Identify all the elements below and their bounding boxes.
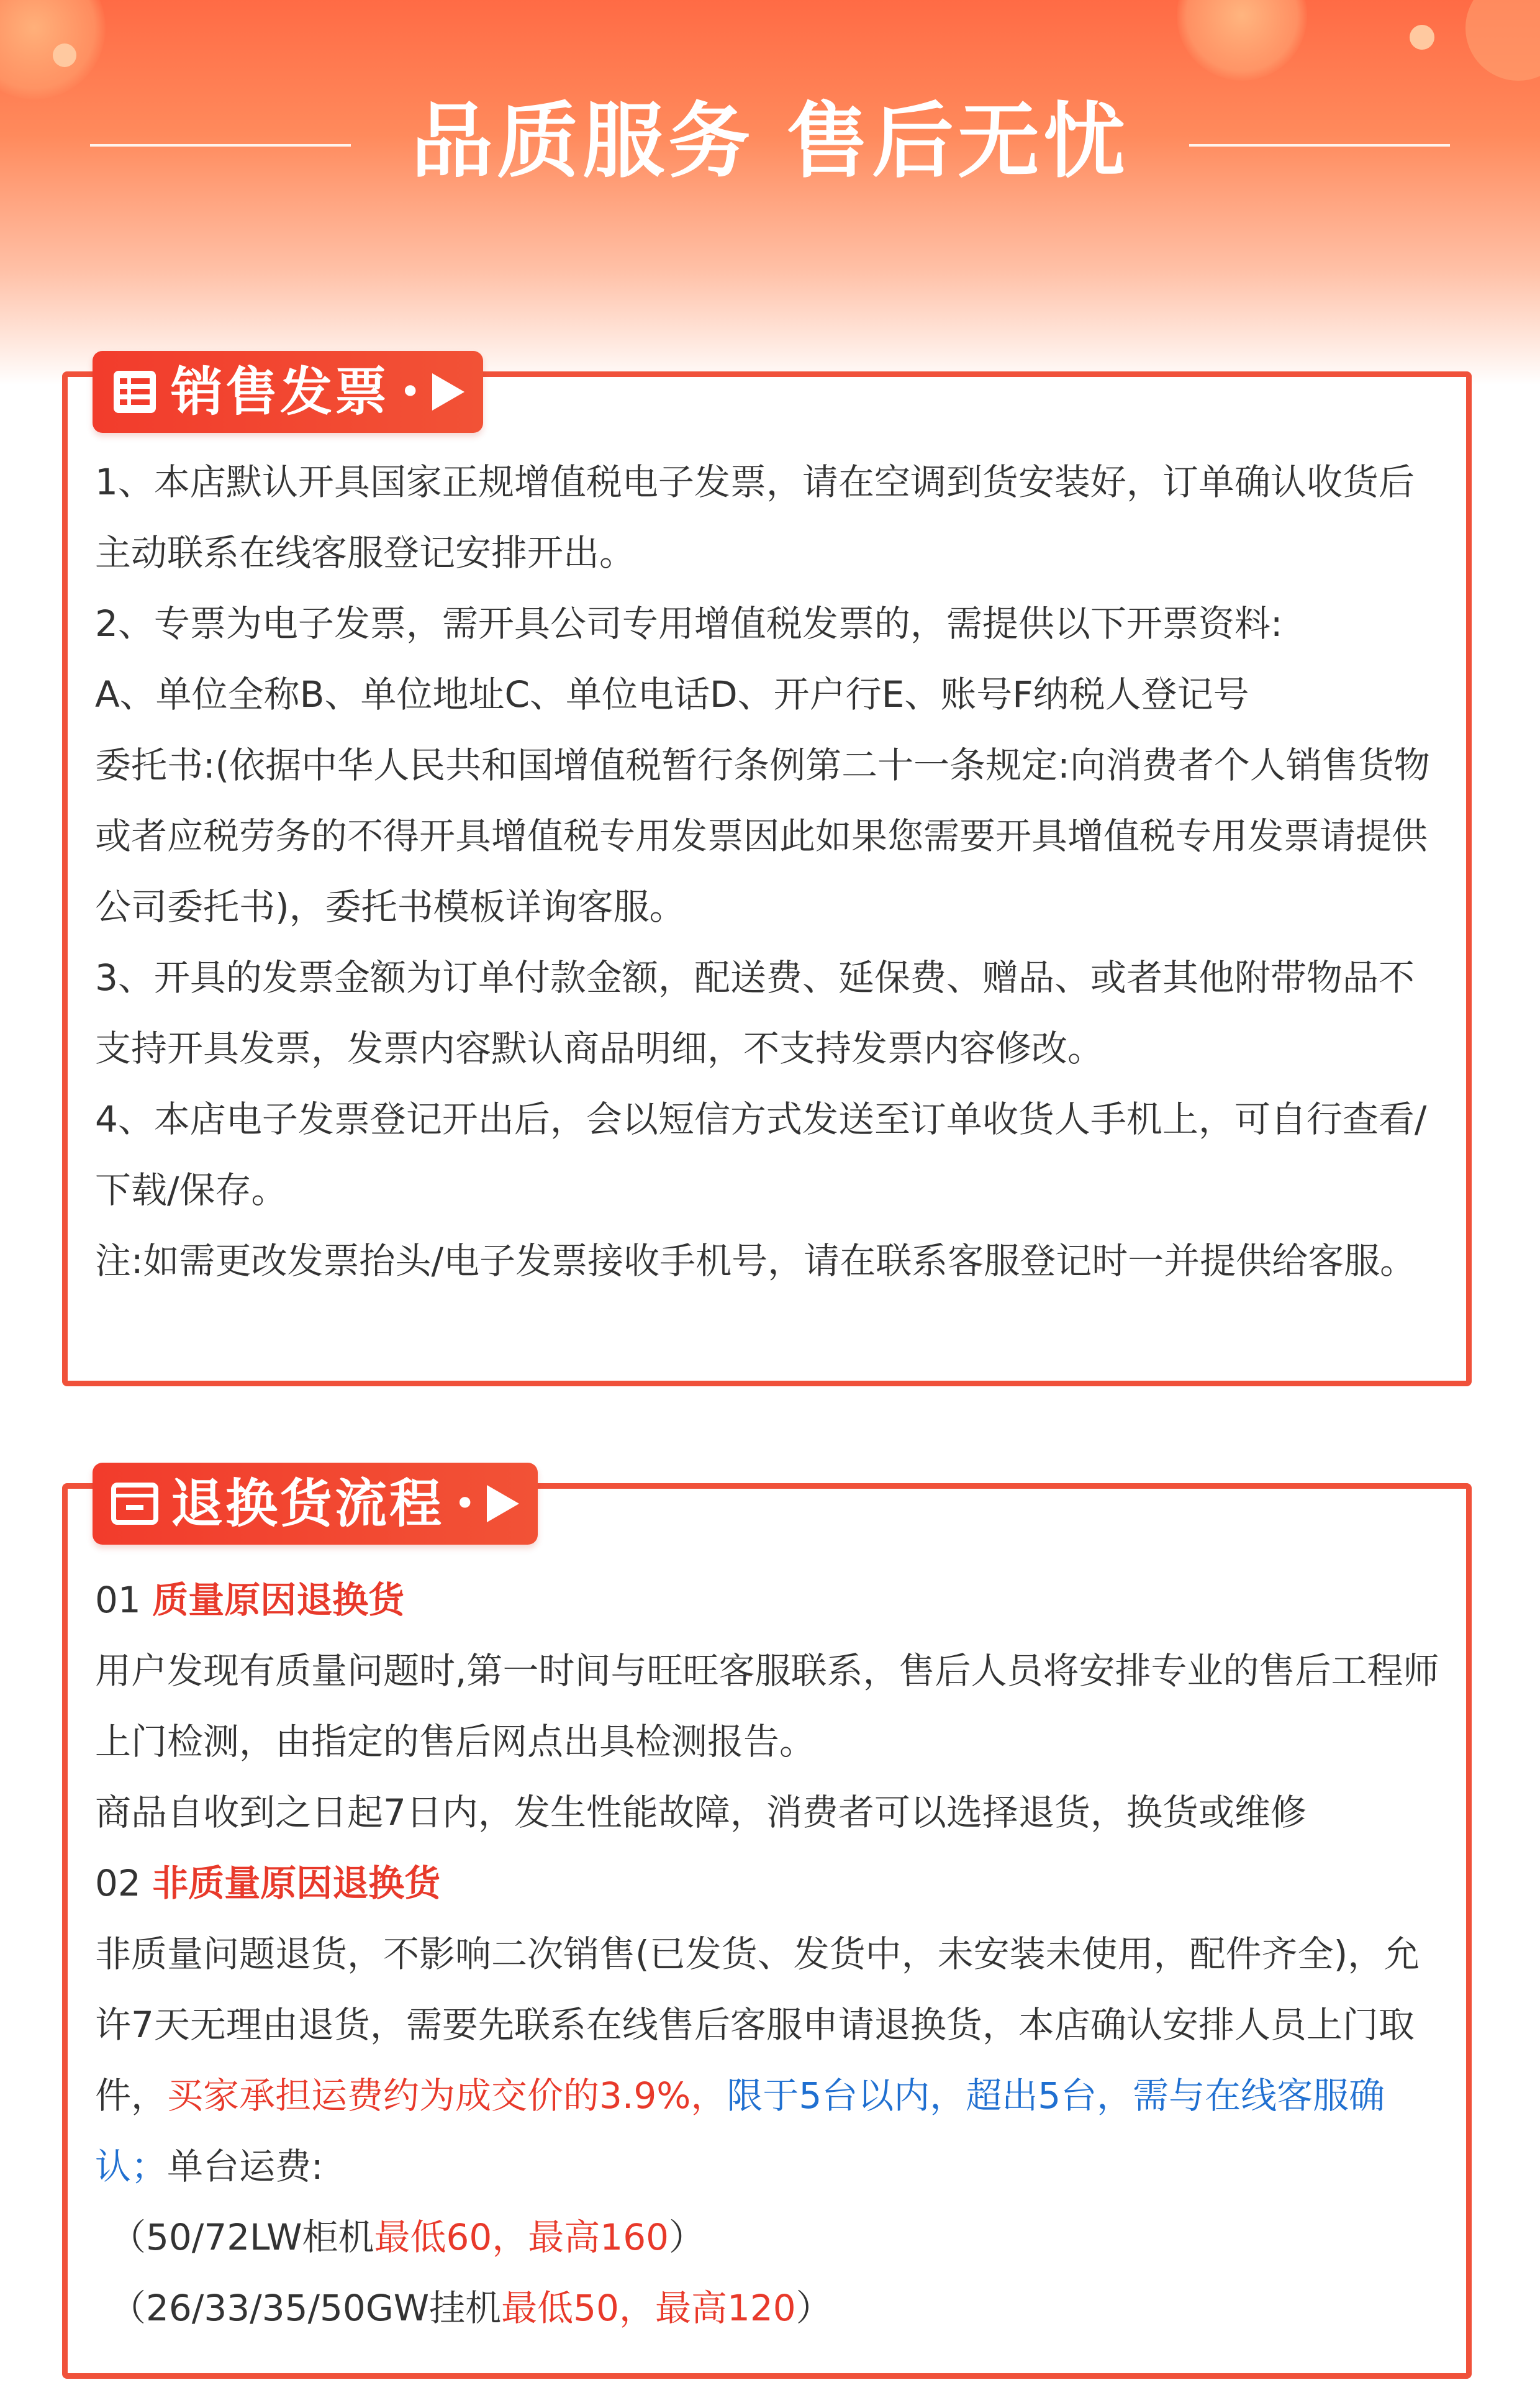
box-icon: [110, 1479, 160, 1529]
model-label: （50/72LW柜机: [110, 2216, 374, 2258]
decor-bubble: [1410, 25, 1434, 50]
section-number: 01: [95, 1579, 153, 1621]
fee-range: 最低60，最高160: [374, 2216, 669, 2258]
model-label: （26/33/35/50GW挂机: [110, 2287, 502, 2329]
returns-paragraph: [95, 1919, 1441, 2202]
invoice-section-title: 销售发票: [171, 361, 390, 422]
shipping-fee-line: [95, 2273, 1441, 2343]
section-heading: 质量原因退换货: [152, 1579, 405, 1621]
invoice-paragraph: A、单位全称B、单位地址C、单位电话D、开户行E、账号F纳税人登记号: [95, 673, 1249, 716]
section-number: 02: [95, 1862, 153, 1904]
invoice-paragraph: 4、本店电子发票登记开出后，会以短信方式发送至订单收货人手机上，可自行查看/下载/保存。: [95, 1098, 1427, 1211]
quantity-limit-note: 限于5台以内，超出5台，需与在线客服确认；: [95, 2074, 1385, 2187]
returns-paragraph: 用户发现有质量问题时,第一时间与旺旺客服联系，售后人员将安排专业的售后工程师上门检测，由指定的售后网点出具检测报告。: [95, 1650, 1439, 1763]
decor-bubble: [0, 0, 106, 99]
returns-section-title: 退换货流程: [171, 1473, 445, 1534]
returns-body: [95, 1565, 1441, 2343]
invoice-paragraph: 2、专票为电子发票，需开具公司专用增值税发票的，需提供以下开票资料:: [95, 602, 1283, 645]
returns-section-tab: [93, 1463, 538, 1545]
non-quality-return-heading: [95, 1848, 1441, 1919]
page-title: 品质服务 售后无忧: [411, 94, 1129, 189]
invoice-paragraph: 委托书:(依据中华人民共和国增值税暂行条例第二十一条规定:向消费者个人销售货物或者应税劳务的不得开具增值税专用发票因此如果您需要开具增值税专用发票请提供公司委托书)，委托书模板详询客服。: [95, 744, 1430, 928]
hero-banner: [0, 0, 1540, 385]
decor-bubble: [53, 43, 76, 67]
section-heading: 非质量原因退换货: [152, 1862, 441, 1904]
decor-bubble: [1177, 0, 1307, 81]
decor-bubble: [1465, 0, 1540, 81]
shipping-cost-note: 买家承担运费约为成交价的3.9%，: [167, 2074, 727, 2117]
unit-shipping-label: 单台运费:: [167, 2145, 324, 2187]
quality-return-heading: [95, 1565, 1441, 1635]
shipping-fee-line: [95, 2202, 1441, 2273]
bracket-close: ）: [795, 2287, 832, 2329]
returns-paragraph: 商品自收到之日起7日内，发生性能故障，消费者可以选择退货，换货或维修: [95, 1791, 1307, 1833]
invoice-paragraph: 1、本店默认开具国家正规增值税电子发票，请在空调到货安装好，订单确认收货后主动联系在线客服登记安排开出。: [95, 461, 1415, 574]
invoice-paragraph: 3、开具的发票金额为订单付款金额，配送费、延保费、赠品、或者其他附带物品不支持开具发票，发票内容默认商品明细，不支持发票内容修改。: [95, 956, 1415, 1070]
play-arrow-icon: [432, 373, 464, 411]
invoice-section: [62, 361, 1472, 1386]
returns-section: [62, 1473, 1472, 2379]
bracket-close: ）: [669, 2216, 705, 2258]
policy-text: 非质量问题退货，不影响二次销售(已发货、发货中，未安装未使用，配件齐全)，允许7天无理由退货，需要先联系在线售后客服申请退换货，本店确认安排人员上门取件，: [95, 1933, 1420, 2117]
list-icon: [110, 367, 160, 417]
fee-range: 最低50，最高120: [501, 2287, 796, 2329]
tab-dot: •: [454, 1482, 476, 1525]
tab-dot: •: [399, 370, 422, 414]
invoice-section-tab: [93, 351, 483, 433]
invoice-paragraph: 注:如需更改发票抬头/电子发票接收手机号，请在联系客服登记时一并提供给客服。: [95, 1240, 1416, 1282]
invoice-body: [95, 447, 1441, 1296]
play-arrow-icon: [487, 1485, 519, 1522]
